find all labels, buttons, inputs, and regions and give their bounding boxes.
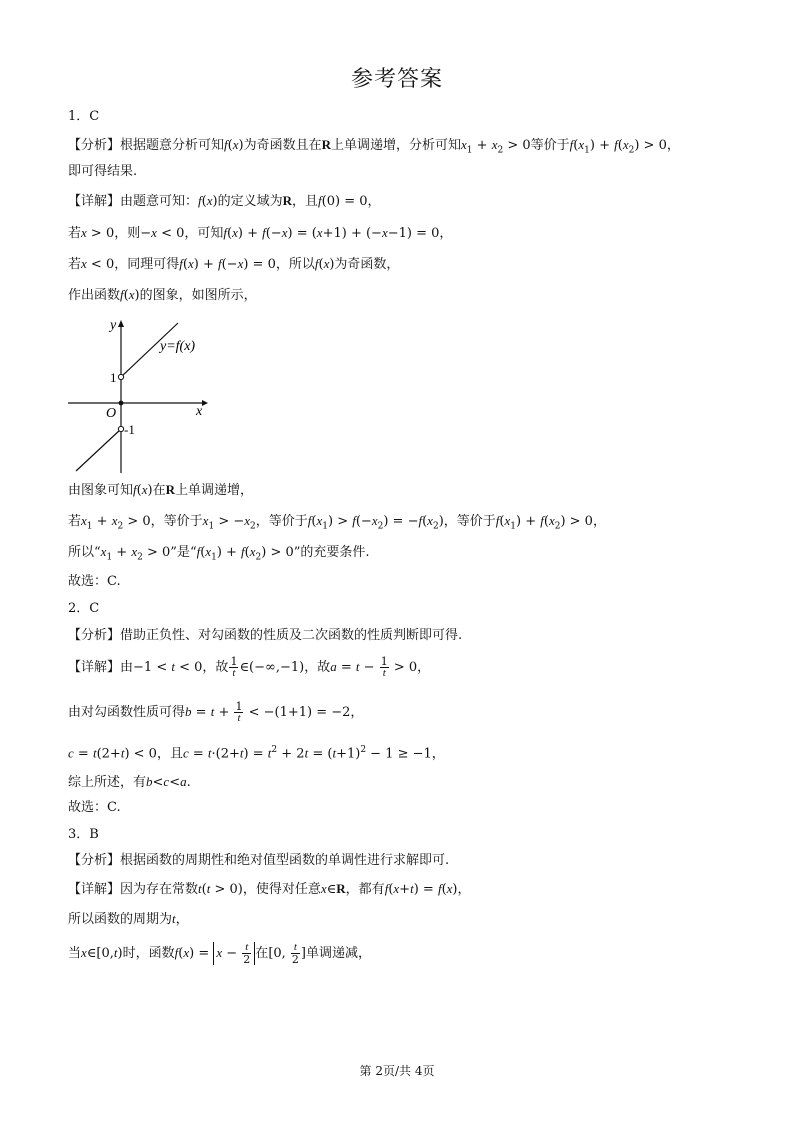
analysis-text: 根据题意分析可知 [120,138,225,153]
analysis-tag: 【分析】 [68,628,121,643]
cond-text: 若 [68,514,82,529]
last-text: 时，函数 [122,946,175,961]
last-text: 当 [68,946,82,961]
b-text: 由对勾函数性质可得 [68,705,186,720]
open-point-upper [118,374,123,379]
analysis-text: 等价于 [530,138,570,153]
answer-1-analysis-end: 即可得结果. [68,164,138,179]
answer-3-period: 所以函数的周期为t， [68,911,189,927]
answer-3-monotonic: 当x∈[0,t)时，函数f(x) = x − $\frac{t}{2}$ 在[0, $\frac{t}{2}$ ]单调递减， [68,941,372,966]
cond-text: ，等价于 [255,514,308,529]
detail-tag: 【详解】 [68,882,121,897]
analysis-text: 为奇函数且在 [243,138,322,153]
detail-text: 的定义域为 [217,194,283,209]
case-text: ，同理可得 [114,257,180,272]
mono-text: 在 [152,483,166,498]
answer-3-analysis [68,852,449,870]
origin-label: O [106,406,117,421]
answer-2-b-value: 由对勾函数性质可得b = t + $\frac{1}{t}$ < −(1+1) = −2， [68,700,364,724]
page-footer: 第 2页/共 4页 [359,1064,435,1078]
answer-1-analysis: 【分析】根据题意分析可知f(x)为奇函数且在R上单调递增，分析可知$x_1 + x_2 > 0$等价于$f(x_1) + f(x_2) > 0$， [68,137,680,156]
answer-1-monotonic: 由图象可知f(x)在R上单调递增， [68,482,253,498]
answer-2-header: 2．C [68,601,100,616]
answer-1-case-positive: 若x > 0，则−x < 0，可知f(x) + f(−x) = (x+1) + (−x−1) = 0， [68,225,453,241]
tick-label-neg1: -1 [124,422,135,437]
detail-text: ，故 [304,660,331,675]
concl-text: ”的充要条件. [293,545,370,560]
curve-label: y=f(x) [160,339,196,354]
answer-3-detail: 【详解】因为存在常数t(t > 0)，使得对任意x∈R，都有f(x+t) = f(x)， [68,881,471,897]
detail-text: ，故 [202,660,229,675]
case-text: ，所以 [275,257,315,272]
answer-2-choice: 故选：C. [68,800,121,815]
answer-1-choice: 故选：C. [68,574,121,589]
y-axis-arrow [118,320,124,327]
case-text: 为奇函数， [334,257,400,272]
concl-text: 所以“ [68,545,101,560]
summary-text: 综上所述，有 [68,775,147,790]
mono-text: 上单调递增， [174,483,253,498]
answer-1-case-negative: 若x < 0，同理可得f(x) + f(−x) = 0，所以f(x)为奇函数， [68,256,400,272]
analysis-tag: 【分析】 [68,138,121,153]
answer-3-header: 3．B [68,827,99,842]
detail-text: ，且 [292,194,319,209]
last-text: 在 [255,946,269,961]
c-text: ，且 [156,746,183,762]
detail-text: ，都有 [345,882,385,897]
answer-1-equivalence: 若$x_1 + x_2 > 0$，等价于$x_1 > -x_2$，等价于$f(x_1) > f(-x_2) = -f(x_2)$，等价于$f(x_1) + f(x_2) > 0$， [68,513,606,532]
x-axis-arrow [202,400,208,406]
function-graph [66,315,216,475]
answer-2-c-value: c = t(2+t) < 0，且$c = t\cdot(2+t) = t^2 + 2t = (t+1)^2 - 1 \ge -1$， [68,745,445,762]
y-axis-label: y [110,318,117,333]
detail-text: 因为存在常数 [120,882,199,897]
case-text: ，则 [114,226,141,241]
detail-tag: 【详解】 [68,660,121,675]
page-title: 参考答案 [350,67,443,92]
curve-lower [76,429,121,471]
cond-text: ，等价于 [150,514,203,529]
case-text: 若 [68,226,82,241]
period-text: 所以函数的周期为 [68,912,173,927]
analysis-text: 上单调递增，分析可知 [331,138,462,153]
answer-1-conclusion: 所以“$x_1 + x_2 > 0$”是“$f(x_1) + f(x_2) > 0$”的充要条件. [68,544,370,563]
answer-2-detail: 【详解】由−1 < t < 0，故 $\frac{1}{t}$ ∈(−∞,−1)，故a = t − $\frac{1}{t}$ > 0， [68,655,431,679]
detail-text: 由题意可知： [120,194,199,209]
mono-text: 由图象可知 [68,483,134,498]
tick-label-1: 1 [110,370,117,385]
analysis-tag: 【分析】 [68,853,121,868]
open-point-lower [118,426,123,431]
answer-1-header: 1．C [68,109,100,124]
detail-tag: 【详解】 [68,194,121,209]
answer-1-plot-intro: 作出函数f(x)的图象，如图所示， [68,287,257,303]
answer-2-summary: 综上所述，有b<c<a. [68,774,191,790]
answer-2-analysis [68,627,462,645]
concl-text: ”是“ [170,545,197,560]
plot-intro-text: 作出函数 [68,288,121,303]
analysis-text: 借助正负性、对勾函数的性质及二次函数的性质判断即可得. [120,628,463,643]
last-text: 单调递减， [306,946,372,961]
case-text: 若 [68,257,82,272]
answer-1-detail: 【详解】由题意可知：f(x)的定义域为R，且f(0) = 0， [68,193,381,209]
origin-point [119,401,124,406]
detail-text: ，使得对任意 [242,882,321,897]
case-text: ，可知 [184,226,224,241]
analysis-text: 根据函数的周期性和绝对值型函数的单调性进行求解即可. [120,853,450,868]
cond-text: ，等价于 [443,514,496,529]
x-axis-label: x [196,404,203,419]
plot-intro-text: 的图象，如图所示， [139,288,257,303]
detail-text: 由 [120,660,134,675]
